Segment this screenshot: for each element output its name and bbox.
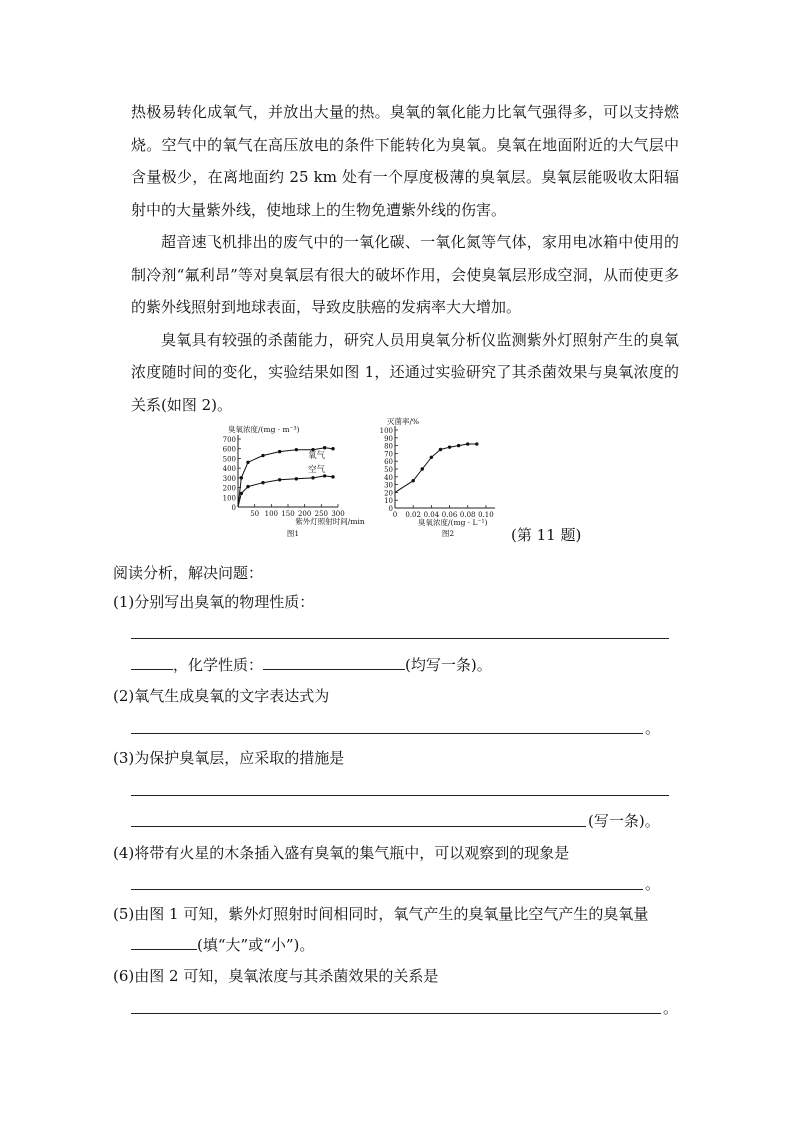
y-tick-label: 100 bbox=[379, 427, 393, 435]
y-tick-label: 0 bbox=[231, 504, 236, 512]
answer-blank-3b[interactable] bbox=[131, 826, 586, 827]
answer-blank-6[interactable] bbox=[131, 1013, 661, 1014]
y-tick-label: 70 bbox=[384, 450, 393, 459]
data-point bbox=[457, 444, 460, 447]
x-tick-label: 50 bbox=[250, 510, 260, 518]
series-line-1 bbox=[238, 476, 333, 507]
question-6-end: 。 bbox=[663, 999, 679, 1017]
data-point bbox=[323, 446, 326, 449]
chart-title: 图2 bbox=[441, 529, 455, 538]
x-tick-label: 0.02 bbox=[405, 511, 421, 519]
data-point bbox=[240, 476, 243, 479]
question-5: (5)由图 1 可知，紫外灯照射时间相同时，氧气产生的臭氧量比空气产生的臭氧量 bbox=[113, 905, 649, 923]
question-2-end: 。 bbox=[645, 719, 661, 737]
x-tick-label: 150 bbox=[281, 510, 295, 518]
answer-blank-3a[interactable] bbox=[131, 795, 669, 796]
y-tick-label: 20 bbox=[384, 489, 393, 498]
x-tick-label: 300 bbox=[331, 510, 345, 518]
data-point bbox=[246, 461, 249, 464]
question-4-end: 。 bbox=[645, 875, 661, 893]
x-axis-label: 臭氧浓度/(mg · L⁻¹) bbox=[418, 518, 488, 527]
y-tick-label: 60 bbox=[384, 458, 393, 467]
passage bbox=[131, 96, 679, 421]
chart-title: 图1 bbox=[286, 529, 300, 538]
x-tick-label: 0 bbox=[392, 511, 398, 519]
x-tick-label: 0.08 bbox=[459, 511, 476, 519]
data-point bbox=[411, 479, 414, 482]
x-tick-label: 0.06 bbox=[441, 511, 458, 519]
chart-figure-1 bbox=[223, 424, 365, 538]
data-point bbox=[278, 450, 281, 453]
answer-blank-1b[interactable] bbox=[131, 655, 173, 670]
data-point bbox=[475, 442, 478, 445]
y-tick-label: 50 bbox=[384, 466, 393, 474]
y-tick-label: 0 bbox=[388, 505, 393, 513]
data-point bbox=[421, 467, 424, 470]
data-point bbox=[466, 442, 469, 445]
passage-paragraph-1: 热极易转化成氧气，并放出大量的热。臭氧的氧化能力比氧气强得多，可以支持燃烧。空气中的氧气在高压放电的条件下能转化为臭氧。臭氧在地面附近的大气层中含量极少，在离地面约 25 km 处有一个厚度极薄的臭氧层。臭氧层能吸收太阳辐射中的大量紫外线，使地球上的生物免遭紫外线的伤害。 bbox=[131, 103, 679, 219]
y-tick-label: 500 bbox=[222, 455, 236, 464]
question-3: (3)为保护臭氧层，应采取的措施是 bbox=[113, 749, 345, 767]
series-line-0 bbox=[395, 444, 477, 492]
y-tick-label: 90 bbox=[384, 434, 393, 443]
chart-figure-2 bbox=[380, 416, 495, 538]
x-tick-label: 200 bbox=[297, 510, 312, 518]
data-point bbox=[261, 481, 264, 484]
answer-blank-4[interactable] bbox=[131, 889, 643, 890]
question-2: (2)氧气生成臭氧的文字表达式为 bbox=[113, 687, 330, 705]
answer-blank-1c[interactable] bbox=[263, 655, 405, 670]
data-point bbox=[240, 492, 243, 495]
answer-blank-5[interactable] bbox=[131, 935, 197, 950]
question-5-line2 bbox=[131, 935, 314, 955]
question-1-line2 bbox=[131, 655, 492, 675]
data-point bbox=[278, 478, 281, 481]
figure-caption: (第 11 题) bbox=[511, 526, 582, 544]
question-5-end: (填“大”或“小”)。 bbox=[197, 936, 315, 954]
questions-intro: 阅读分析，解决问题： bbox=[113, 564, 264, 582]
legend-label-0: 氧气 bbox=[308, 451, 326, 461]
y-tick-label: 700 bbox=[222, 436, 236, 444]
data-point bbox=[295, 477, 298, 480]
passage-paragraph-3: 臭氧具有较强的杀菌能力，研究人员用臭氧分析仪监测紫外灯照射产生的臭氧浓度随时间的变化，实验结果如图 1，还通过实验研究了其杀菌效果与臭氧浓度的关系(如图 2)。 bbox=[131, 330, 679, 414]
data-point bbox=[246, 485, 249, 488]
question-1-mid: ，化学性质： bbox=[173, 656, 264, 674]
legend-label-1: 空气 bbox=[308, 465, 326, 475]
data-point bbox=[331, 475, 334, 478]
question-1-end: (均写一条)。 bbox=[405, 656, 492, 674]
x-tick-label: 100 bbox=[264, 510, 279, 518]
data-point bbox=[261, 454, 264, 457]
passage-paragraph-2: 超音速飞机排出的废气中的一氧化碳、一氧化氮等气体，家用电冰箱中使用的制冷剂“氟利昂”等对臭氧层有很大的破坏作用，会使臭氧层形成空洞，从而使更多的紫外线照射到地球表面，导致皮肤癌的发病率大大增加。 bbox=[131, 233, 679, 316]
y-tick-label: 10 bbox=[384, 497, 393, 506]
question-1: (1)分别写出臭氧的物理性质： bbox=[113, 593, 315, 611]
x-tick-label: 250 bbox=[314, 510, 329, 518]
answer-blank-2[interactable] bbox=[131, 733, 643, 734]
data-point bbox=[430, 456, 433, 459]
question-4: (4)将带有火星的木条插入盛有臭氧的集气瓶中，可以观察到的现象是 bbox=[113, 844, 570, 862]
answer-blank-1a[interactable] bbox=[131, 638, 669, 639]
data-point bbox=[448, 445, 451, 448]
y-axis-label: 灭菌率/% bbox=[387, 417, 420, 426]
y-tick-label: 400 bbox=[222, 465, 236, 474]
question-3-end: (写一条)。 bbox=[588, 812, 660, 830]
y-tick-label: 100 bbox=[222, 494, 236, 503]
y-axis-label: 臭氧浓度/(mg · m⁻³) bbox=[228, 425, 300, 434]
y-tick-label: 200 bbox=[222, 484, 236, 493]
data-point bbox=[295, 448, 298, 451]
y-tick-label: 80 bbox=[384, 442, 393, 451]
x-axis-label: 紫外灯照射时间/min bbox=[295, 517, 365, 526]
x-tick-label: 0.04 bbox=[423, 511, 440, 519]
data-point bbox=[439, 448, 442, 451]
data-point bbox=[311, 476, 314, 479]
y-tick-label: 40 bbox=[384, 473, 393, 482]
data-point bbox=[331, 447, 334, 450]
y-tick-label: 30 bbox=[384, 481, 393, 490]
question-6: (6)由图 2 可知，臭氧浓度与其杀菌效果的关系是 bbox=[113, 967, 439, 985]
y-tick-label: 600 bbox=[222, 445, 236, 454]
x-tick-label: 0.10 bbox=[478, 511, 494, 519]
y-tick-label: 300 bbox=[222, 474, 236, 483]
